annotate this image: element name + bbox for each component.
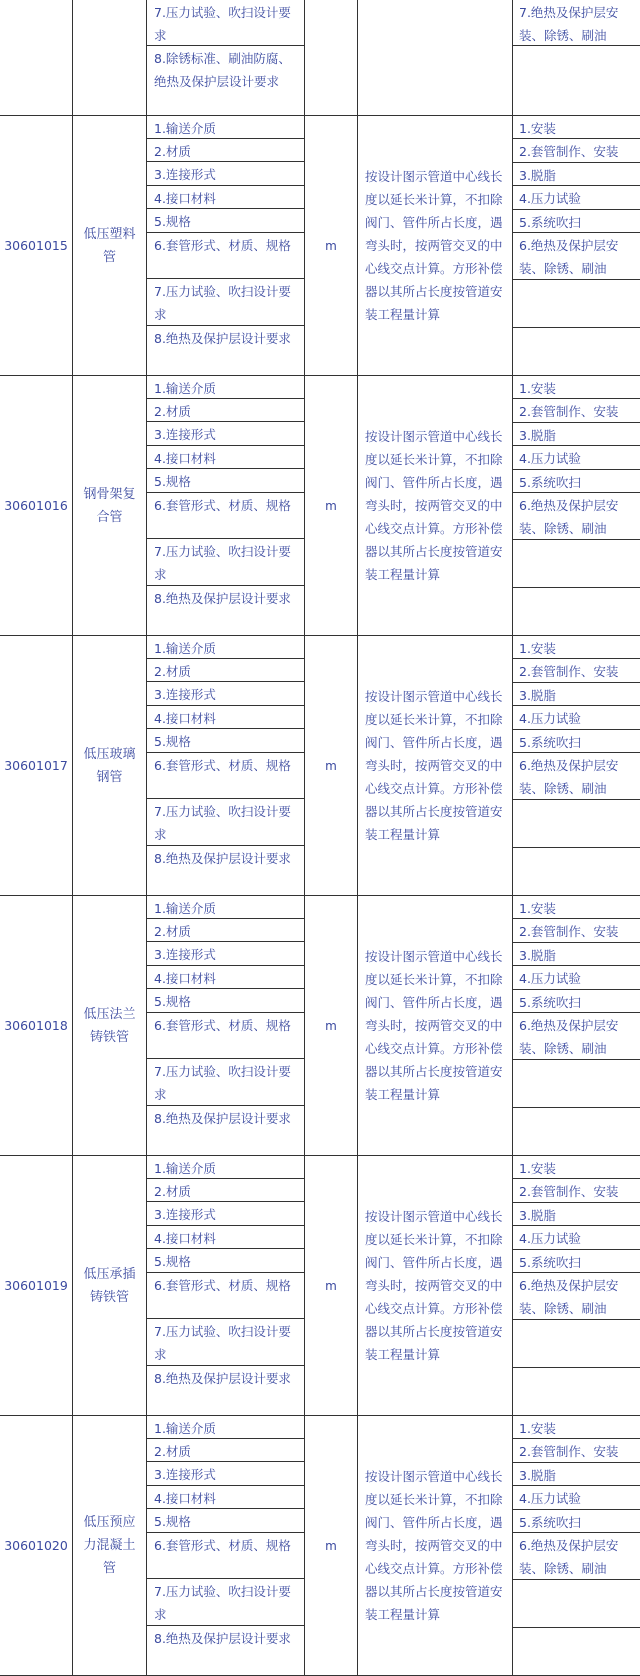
job-item: [513, 1368, 640, 1416]
job-item: 3.脱脂: [513, 683, 640, 706]
feature-item: 6.套管形式、材质、规格: [147, 1013, 304, 1059]
feature-item: 3.连接形式: [147, 942, 304, 966]
job-item: 5.系统吹扫: [513, 470, 640, 493]
job-item: 5.系统吹扫: [513, 1250, 640, 1273]
job-item: 1.安装: [513, 896, 640, 919]
item-code: 30601015: [4, 238, 68, 253]
unit-cell: m: [325, 758, 337, 773]
feature-item: 2.材质: [147, 139, 304, 162]
job-item: 1.安装: [513, 376, 640, 399]
feature-item: 3.连接形式: [147, 162, 304, 186]
feature-item: 8.绝热及保护层设计要求: [154, 851, 291, 866]
unit-cell: m: [325, 1278, 337, 1293]
feature-item: 8.绝热及保护层设计要求: [154, 1631, 291, 1646]
job-item: 3.脱脂: [513, 163, 640, 186]
job-item: 4.压力试验: [513, 706, 640, 730]
feature-item: 4.接口材料: [147, 186, 304, 209]
job-item: [513, 1108, 640, 1156]
job-item: 6.绝热及保护层安装、除锈、刷油: [513, 233, 640, 280]
unit-cell: m: [325, 238, 337, 253]
feature-item: 1.输送介质: [147, 896, 304, 919]
measurement-rule: 按设计图示管道中心线长度以延长米计算，不扣除阀门、管件所占长度，遇弯头时，按两管交叉的中心线交点计算。方形补偿器以其所占长度按管道安装工程量计算: [365, 1469, 503, 1622]
job-item: [513, 540, 640, 588]
table-row-partial: [0, 0, 640, 116]
measurement-rule: 按设计图示管道中心线长度以延长米计算，不扣除阀门、管件所占长度，遇弯头时，按两管交叉的中心线交点计算。方形补偿器以其所占长度按管道安装工程量计算: [365, 169, 503, 322]
feature-item: 4.接口材料: [147, 1486, 304, 1509]
measurement-rule: 按设计图示管道中心线长度以延长米计算，不扣除阀门、管件所占长度，遇弯头时，按两管交叉的中心线交点计算。方形补偿器以其所占长度按管道安装工程量计算: [365, 1209, 503, 1362]
item-code: 30601019: [4, 1278, 68, 1293]
feature-item: 6.套管形式、材质、规格: [147, 1533, 304, 1579]
item-name: 低压法兰铸铁管: [83, 1006, 136, 1045]
job-item: 1.安装: [513, 116, 640, 139]
job-item: [513, 280, 640, 328]
job-item: [513, 1628, 640, 1676]
item-name: 钢骨架复合管: [83, 486, 136, 525]
job-item: 5.系统吹扫: [513, 210, 640, 233]
item-code: 30601016: [4, 498, 68, 513]
feature-item: 4.接口材料: [147, 446, 304, 469]
measurement-rule: 按设计图示管道中心线长度以延长米计算，不扣除阀门、管件所占长度，遇弯头时，按两管交叉的中心线交点计算。方形补偿器以其所占长度按管道安装工程量计算: [365, 949, 503, 1102]
column-divider: [357, 0, 358, 115]
item-code: 30601017: [4, 758, 68, 773]
unit-cell: m: [325, 498, 337, 513]
job-item: 7.绝热及保护层安装、除锈、刷油: [513, 0, 640, 46]
measurement-rule: 按设计图示管道中心线长度以延长米计算，不扣除阀门、管件所占长度，遇弯头时，按两管交叉的中心线交点计算。方形补偿器以其所占长度按管道安装工程量计算: [365, 689, 503, 842]
feature-item: 1.输送介质: [147, 1156, 304, 1179]
job-item: [513, 1060, 640, 1108]
feature-item: 1.输送介质: [147, 636, 304, 659]
job-item: 2.套管制作、安装: [513, 919, 640, 943]
feature-item: 2.材质: [147, 399, 304, 422]
job-item: 2.套管制作、安装: [513, 139, 640, 163]
table-row: [0, 1156, 640, 1416]
unit-cell: m: [325, 1538, 337, 1553]
feature-item: 2.材质: [147, 919, 304, 942]
feature-item: 2.材质: [147, 1439, 304, 1462]
job-item: 2.套管制作、安装: [513, 1439, 640, 1463]
unit-cell: m: [325, 1018, 337, 1033]
feature-item: 6.套管形式、材质、规格: [147, 233, 304, 279]
feature-item: 5.规格: [147, 1249, 304, 1273]
job-item: 4.压力试验: [513, 966, 640, 990]
job-item: 3.脱脂: [513, 1203, 640, 1226]
feature-item: 8.除锈标准、刷油防腐、绝热及保护层设计要求: [154, 51, 291, 89]
measurement-rule: 按设计图示管道中心线长度以延长米计算，不扣除阀门、管件所占长度，遇弯头时，按两管交叉的中心线交点计算。方形补偿器以其所占长度按管道安装工程量计算: [365, 429, 503, 582]
table-row: [0, 1416, 640, 1676]
feature-item: 7.压力试验、吹扫设计要求: [147, 1059, 304, 1106]
job-item: 6.绝热及保护层安装、除锈、刷油: [513, 493, 640, 540]
job-item: [513, 588, 640, 636]
feature-item: 1.输送介质: [147, 376, 304, 399]
feature-item: 4.接口材料: [147, 706, 304, 729]
table-row: [0, 896, 640, 1156]
job-item: [513, 328, 640, 376]
feature-item: 6.套管形式、材质、规格: [147, 493, 304, 539]
feature-item: 3.连接形式: [147, 1462, 304, 1486]
item-name: 低压玻璃钢管: [83, 746, 136, 785]
feature-item: 7.压力试验、吹扫设计要求: [147, 0, 304, 46]
feature-item: 5.规格: [147, 469, 304, 493]
job-item: 2.套管制作、安装: [513, 1179, 640, 1203]
feature-item: 4.接口材料: [147, 1226, 304, 1249]
job-item: [513, 1580, 640, 1628]
job-item: 3.脱脂: [513, 423, 640, 446]
job-item: 6.绝热及保护层安装、除锈、刷油: [513, 1273, 640, 1320]
item-name: 低压塑料管: [83, 226, 136, 265]
table-row: [0, 636, 640, 896]
job-item: 4.压力试验: [513, 186, 640, 210]
job-item: [513, 46, 640, 116]
feature-item: 8.绝热及保护层设计要求: [154, 331, 291, 346]
feature-item: 4.接口材料: [147, 966, 304, 989]
job-item: 6.绝热及保护层安装、除锈、刷油: [513, 1533, 640, 1580]
job-item: 5.系统吹扫: [513, 1510, 640, 1533]
job-item: 5.系统吹扫: [513, 730, 640, 753]
feature-item: 6.套管形式、材质、规格: [147, 1273, 304, 1319]
job-item: [513, 1320, 640, 1368]
feature-item: 5.规格: [147, 989, 304, 1013]
job-item: 2.套管制作、安装: [513, 659, 640, 683]
feature-item: 8.绝热及保护层设计要求: [154, 1111, 291, 1126]
feature-item: 2.材质: [147, 1179, 304, 1202]
feature-item: 1.输送介质: [147, 1416, 304, 1439]
job-item: 4.压力试验: [513, 446, 640, 470]
feature-item: 2.材质: [147, 659, 304, 682]
feature-item: 3.连接形式: [147, 1202, 304, 1226]
job-item: 3.脱脂: [513, 943, 640, 966]
feature-item: 7.压力试验、吹扫设计要求: [147, 539, 304, 586]
feature-item: 5.规格: [147, 209, 304, 233]
job-item: 1.安装: [513, 1156, 640, 1179]
job-item: 6.绝热及保护层安装、除锈、刷油: [513, 1013, 640, 1060]
feature-item: 3.连接形式: [147, 422, 304, 446]
job-item: 4.压力试验: [513, 1486, 640, 1510]
feature-item: 3.连接形式: [147, 682, 304, 706]
item-code: 30601018: [4, 1018, 68, 1033]
item-name: 低压承插铸铁管: [83, 1266, 136, 1305]
feature-item: 7.压力试验、吹扫设计要求: [147, 1319, 304, 1366]
feature-item: 7.压力试验、吹扫设计要求: [147, 799, 304, 846]
feature-item: 8.绝热及保护层设计要求: [154, 1371, 291, 1386]
job-item: [513, 800, 640, 848]
feature-item: 1.输送介质: [147, 116, 304, 139]
item-name: 低压预应力混凝土管: [83, 1515, 136, 1576]
job-item: 4.压力试验: [513, 1226, 640, 1250]
job-item: [513, 848, 640, 896]
job-item: 6.绝热及保护层安装、除锈、刷油: [513, 753, 640, 800]
feature-item: 6.套管形式、材质、规格: [147, 753, 304, 799]
job-item: 3.脱脂: [513, 1463, 640, 1486]
feature-item: 7.压力试验、吹扫设计要求: [147, 1579, 304, 1626]
job-item: 1.安装: [513, 1416, 640, 1439]
table-row: [0, 116, 640, 376]
job-item: 1.安装: [513, 636, 640, 659]
job-item: 2.套管制作、安装: [513, 399, 640, 423]
feature-item: 8.绝热及保护层设计要求: [154, 591, 291, 606]
job-item: 5.系统吹扫: [513, 990, 640, 1013]
feature-item: 7.压力试验、吹扫设计要求: [147, 279, 304, 326]
column-divider: [72, 0, 73, 115]
column-divider: [304, 0, 305, 115]
feature-item: 5.规格: [147, 1509, 304, 1533]
feature-item: 5.规格: [147, 729, 304, 753]
item-code: 30601020: [4, 1538, 68, 1553]
table-row: [0, 376, 640, 636]
